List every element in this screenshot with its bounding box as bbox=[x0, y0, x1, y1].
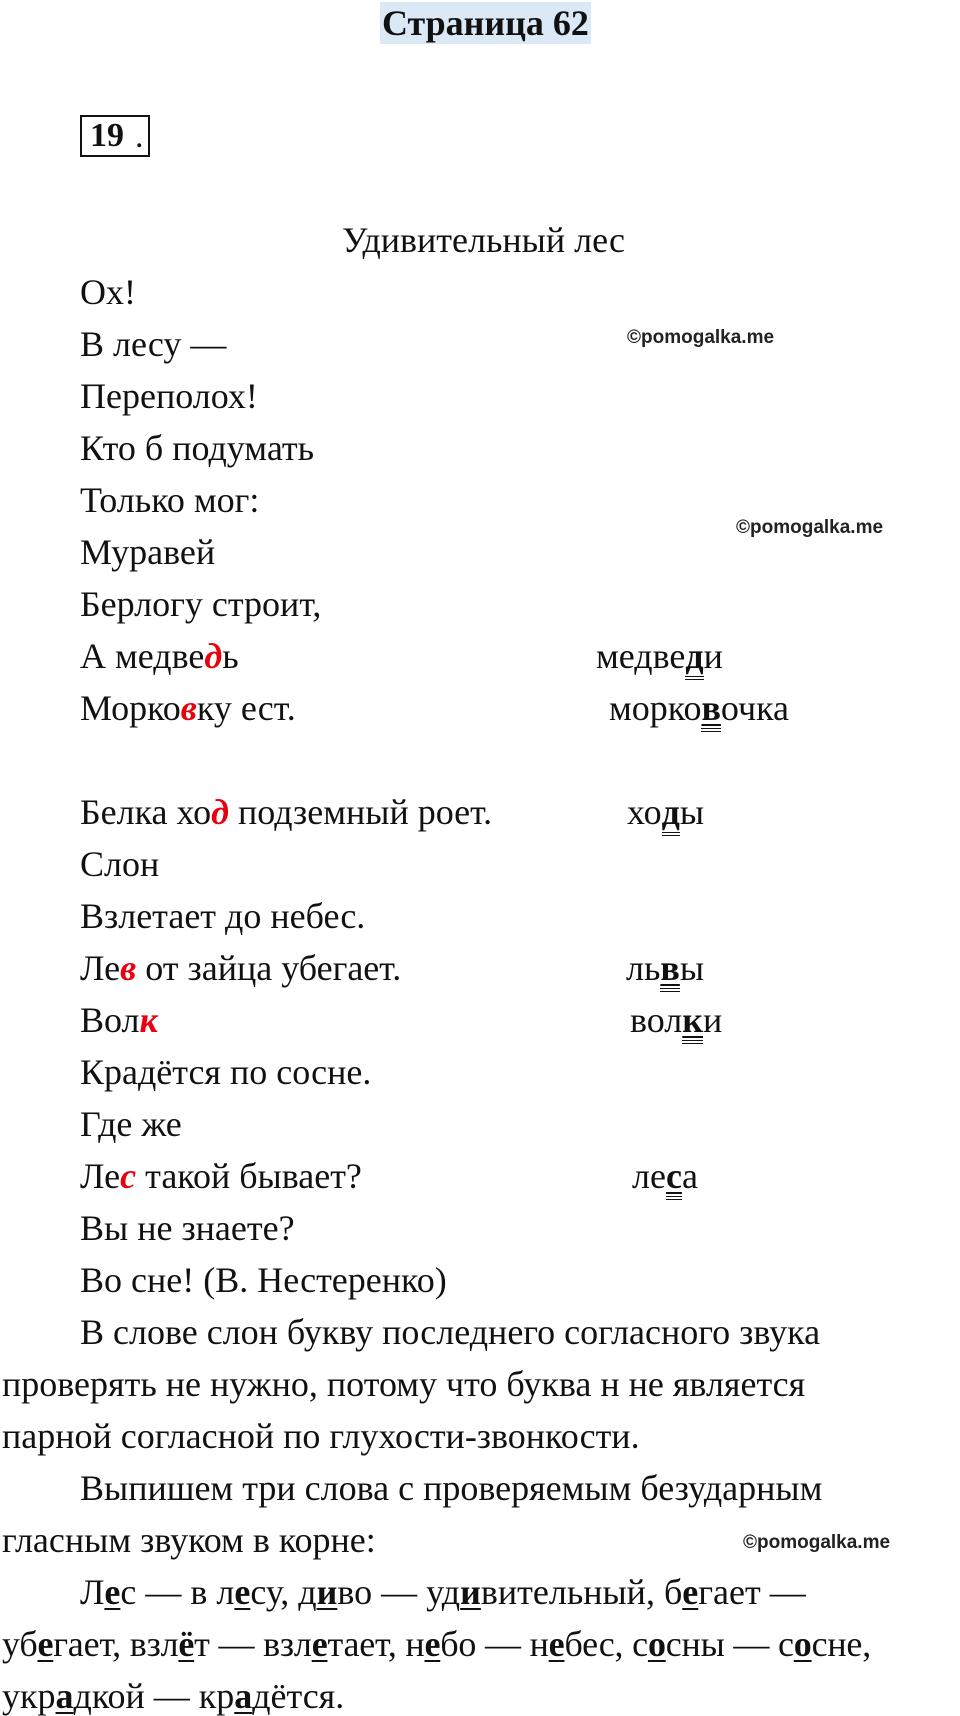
poem-text: от зайца убегает. bbox=[136, 948, 402, 988]
poem-title: Удивительный лес bbox=[342, 220, 625, 260]
highlighted-letter: в bbox=[180, 688, 197, 728]
text: укр bbox=[2, 1676, 56, 1716]
text: т — взл bbox=[194, 1624, 312, 1664]
check-word-part: медве bbox=[596, 636, 686, 676]
poem-line: Где же bbox=[80, 1104, 182, 1144]
check-word-part: а bbox=[681, 1156, 698, 1196]
check-word-part: очка bbox=[720, 688, 790, 728]
poem-text: Вол bbox=[80, 1000, 140, 1040]
poem-line: Во сне! (В. Нестеренко) bbox=[80, 1260, 447, 1300]
check-word-part: ле bbox=[632, 1156, 666, 1196]
check-letter: в bbox=[660, 948, 679, 992]
word-pairs-line bbox=[2, 1678, 344, 1714]
vowel: ё bbox=[178, 1624, 195, 1664]
vowel: е bbox=[37, 1624, 54, 1664]
poem-text: ку ест. bbox=[196, 688, 296, 728]
word-pairs-line bbox=[80, 1574, 806, 1610]
watermark: ©pomogalka.me bbox=[743, 1532, 891, 1553]
check-word-part: и bbox=[703, 636, 723, 676]
poem-text: Ле bbox=[80, 948, 121, 988]
text: сне, bbox=[811, 1624, 872, 1664]
paragraph-line: В слове слон букву последнего согласного звука bbox=[80, 1312, 821, 1352]
poem-line: Вы не знаете? bbox=[80, 1208, 295, 1248]
text: гает, взл bbox=[53, 1624, 179, 1664]
text: Л bbox=[80, 1572, 105, 1612]
paragraph-line: Выпишем три слова с проверяемым безударным bbox=[80, 1468, 823, 1508]
poem-text: Ле bbox=[80, 1156, 121, 1196]
check-word-part: и bbox=[703, 1000, 723, 1040]
poem-text: ь bbox=[222, 636, 239, 676]
check-letter: д bbox=[662, 792, 680, 836]
watermark: ©pomogalka.me bbox=[736, 517, 884, 538]
text: вительный, б bbox=[480, 1572, 683, 1612]
poem-line bbox=[80, 690, 296, 726]
text: гает — bbox=[698, 1572, 806, 1612]
check-word-part: ы bbox=[679, 792, 705, 832]
check-word bbox=[596, 638, 723, 674]
highlighted-letter: к bbox=[139, 1000, 158, 1040]
text: бес, с bbox=[564, 1624, 648, 1664]
poem-line bbox=[80, 1002, 158, 1038]
poem-line: Взлетает до небес. bbox=[80, 896, 366, 936]
text: сны — с bbox=[665, 1624, 794, 1664]
poem-line: Слон bbox=[80, 844, 160, 884]
exercise-number: 19 bbox=[80, 115, 150, 157]
highlighted-letter: с bbox=[120, 1156, 137, 1196]
vowel: е bbox=[311, 1624, 328, 1664]
poem-line bbox=[80, 950, 401, 986]
check-word bbox=[626, 950, 704, 986]
poem-line: Кто б подумать bbox=[80, 428, 315, 468]
paragraph-line: парной согласной по глухости-звонкости. bbox=[2, 1416, 640, 1456]
exercise-number-dot: . bbox=[135, 118, 144, 155]
vowel: е bbox=[424, 1624, 441, 1664]
check-word bbox=[609, 690, 789, 726]
check-word-part: ы bbox=[679, 948, 705, 988]
vowel: о bbox=[793, 1624, 812, 1664]
vowel: а bbox=[234, 1676, 253, 1716]
check-letter: д bbox=[685, 636, 703, 680]
highlighted-letter: д bbox=[204, 636, 223, 676]
text: дётся. bbox=[252, 1676, 345, 1716]
vowel: е bbox=[682, 1572, 699, 1612]
watermark: ©pomogalka.me bbox=[627, 327, 775, 348]
poem-line bbox=[80, 1158, 362, 1194]
vowel: а bbox=[55, 1676, 74, 1716]
vowel: е bbox=[104, 1572, 121, 1612]
word-pairs-line bbox=[2, 1626, 871, 1662]
text: бо — н bbox=[440, 1624, 549, 1664]
check-word bbox=[632, 1158, 698, 1194]
check-letter: в bbox=[701, 688, 720, 732]
check-word-part: хо bbox=[627, 792, 662, 832]
poem-line: В лесу — bbox=[80, 324, 227, 364]
paragraph-line: проверять не нужно, потому что буква н не является bbox=[2, 1364, 806, 1404]
highlighted-letter: в bbox=[120, 948, 137, 988]
check-word-part: ль bbox=[626, 948, 661, 988]
check-word-part: вол bbox=[630, 1000, 683, 1040]
poem-text: А медве bbox=[80, 636, 205, 676]
check-letter: к bbox=[682, 1000, 703, 1044]
text: су, д bbox=[250, 1572, 317, 1612]
vowel: и bbox=[460, 1572, 481, 1612]
vowel: е bbox=[234, 1572, 251, 1612]
text: тает, н bbox=[327, 1624, 425, 1664]
poem-text: подземный роет. bbox=[229, 792, 493, 832]
poem-text: Морко bbox=[80, 688, 181, 728]
text: уб bbox=[2, 1624, 38, 1664]
poem-line bbox=[80, 638, 239, 674]
check-letter: с bbox=[666, 1156, 682, 1200]
check-word-part: морко bbox=[609, 688, 702, 728]
page-title: Страница 62 bbox=[382, 3, 589, 43]
highlighted-letter: д bbox=[211, 792, 230, 832]
poem-text: такой бывает? bbox=[136, 1156, 362, 1196]
text: дкой — кр bbox=[73, 1676, 235, 1716]
poem-line: Муравей bbox=[80, 532, 216, 572]
text: во — уд bbox=[337, 1572, 461, 1612]
check-word bbox=[630, 1002, 722, 1038]
vowel: о bbox=[647, 1624, 666, 1664]
text: с — в л bbox=[120, 1572, 235, 1612]
poem-text: Белка хо bbox=[80, 792, 212, 832]
paragraph-line: гласным звуком в корне: bbox=[2, 1520, 376, 1560]
poem-line: Крадётся по сосне. bbox=[80, 1052, 372, 1092]
vowel: и bbox=[316, 1572, 338, 1612]
poem-line: Ох! bbox=[80, 272, 136, 312]
poem-line: Только мог: bbox=[80, 480, 260, 520]
poem-line: Переполох! bbox=[80, 376, 258, 416]
check-word bbox=[627, 794, 704, 830]
poem-line bbox=[80, 794, 492, 830]
vowel: е bbox=[548, 1624, 565, 1664]
poem-line: Берлогу строит, bbox=[80, 584, 322, 624]
